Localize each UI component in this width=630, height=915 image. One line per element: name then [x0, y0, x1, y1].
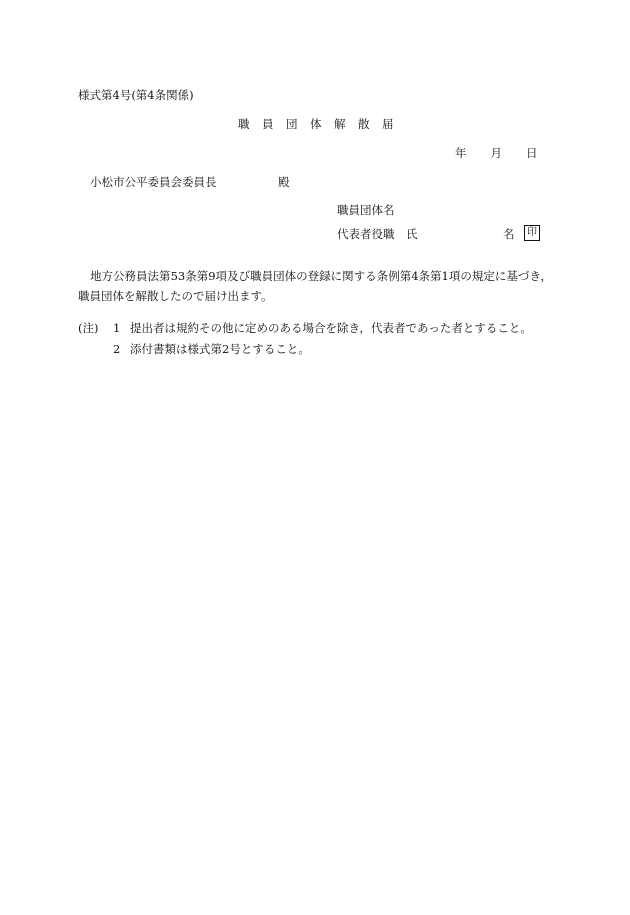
org-name-label: 職員団体名 [337, 203, 395, 217]
note-text: 提出者は規約その他に定めのある場合を除き，代表者であった者とすること。 [130, 321, 532, 335]
date-day-label: 日 [526, 146, 538, 160]
representative-label: 代表者役職 氏 [337, 227, 418, 241]
note-number: 1 [113, 321, 121, 335]
date-month-label: 月 [490, 146, 502, 160]
honorific: 殿 [278, 175, 290, 189]
form-number: 様式第4号(第4条関係) [78, 88, 194, 102]
date-line [455, 148, 538, 160]
notes-label: (注) [78, 321, 99, 335]
addressee: 小松市公平委員会委員長 [90, 175, 217, 189]
note-text: 添付書類は様式第2号とすること。 [130, 342, 310, 356]
document-title: 職 員 団 体 解 散 届 [238, 117, 394, 131]
representative-name-suffix: 名 [503, 227, 515, 241]
note-number: 2 [113, 342, 121, 356]
date-year-label: 年 [455, 146, 467, 160]
body-paragraph: 地方公務員法第53条第9項及び職員団体の登録に関する条例第4条第1項の規定に基づき，職員団体を解散したので届け出ます。 [78, 269, 552, 303]
seal-box: 印 [524, 225, 540, 241]
